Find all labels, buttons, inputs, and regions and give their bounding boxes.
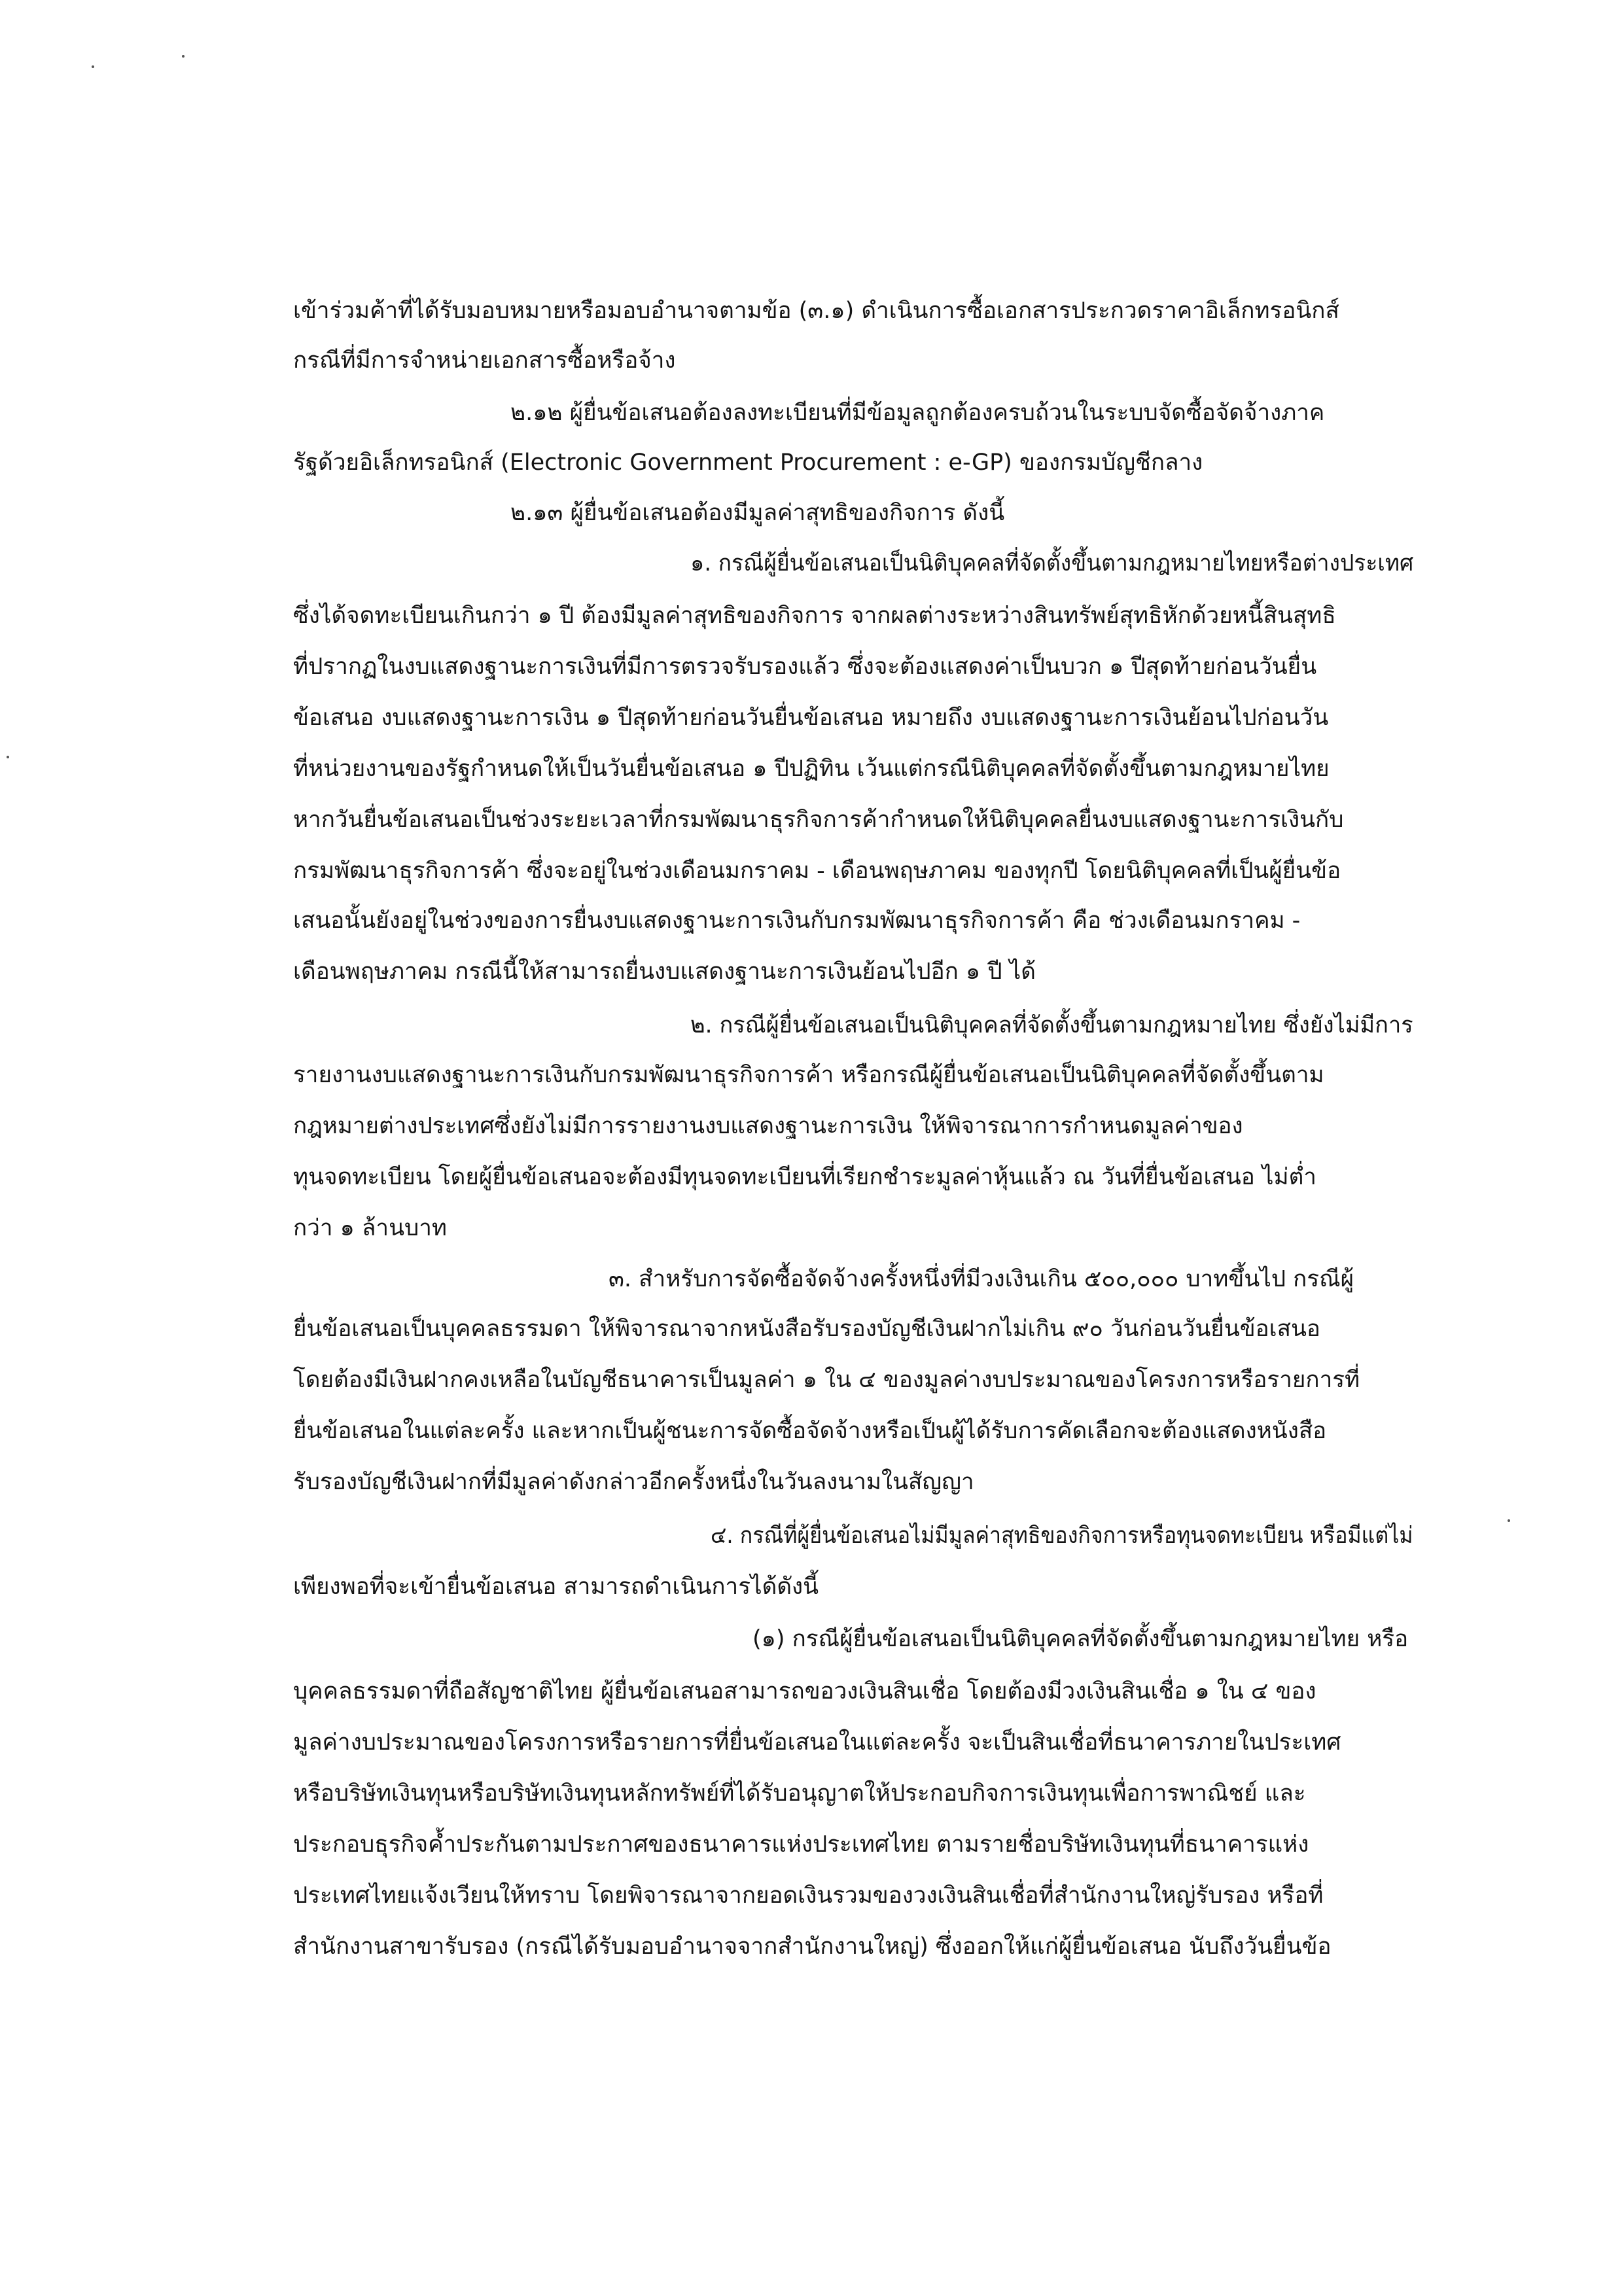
- text-line: ยื่นข้อเสนอเป็นบุคคลธรรมดา ให้พิจารณาจากหนังสือรับรองบัญชีเงินฝากไม่เกิน ๙๐ วันก่อนวันยื่นข้อเสนอ: [293, 1316, 1320, 1342]
- text-line: ทุนจดทะเบียน โดยผู้ยื่นข้อเสนอจะต้องมีทุนจดทะเบียนที่เรียกชำระมูลค่าหุ้นแล้ว ณ วันที่ยื่นข้อเสนอ ไม่ต่ำ: [293, 1164, 1316, 1190]
- text-line: โดยต้องมีเงินฝากคงเหลือในบัญชีธนาคารเป็นมูลค่า ๑ ใน ๔ ของมูลค่างบประมาณของโครงการหรือรายการที่: [293, 1367, 1360, 1393]
- scan-speck: [182, 55, 185, 58]
- section-2-12: ๒.๑๒ ผู้ยื่นข้อเสนอต้องลงทะเบียนที่มีข้อมูลถูกต้องครบถ้วนในระบบจัดซื้อจัดจ้างภาค: [510, 400, 1325, 426]
- text-line: เพียงพอที่จะเข้ายื่นข้อเสนอ สามารถดำเนินการได้ดังนี้: [293, 1574, 819, 1600]
- text-line: ประเทศไทยแจ้งเวียนให้ทราบ โดยพิจารณาจากยอดเงินรวมของวงเงินสินเชื่อที่สำนักงานใหญ่รับรอง หรือที่: [293, 1882, 1324, 1909]
- item-2: ๒. กรณีผู้ยื่นข้อเสนอเป็นนิติบุคคลที่จัดตั้งขึ้นตามกฎหมายไทย ซึ่งยังไม่มีการ: [690, 1012, 1413, 1038]
- text-line: หรือบริษัทเงินทุนหรือบริษัทเงินทุนหลักทรัพย์ที่ได้รับอนุญาตให้ประกอบกิจการเงินทุนเพื่อการพาณิชย์ และ: [293, 1780, 1306, 1807]
- text-line: ซึ่งได้จดทะเบียนเกินกว่า ๑ ปี ต้องมีมูลค่าสุทธิของกิจการ จากผลต่างระหว่างสินทรัพย์สุทธิหักด้วยหนี้สินสุทธิ: [293, 603, 1336, 629]
- text-line: กรณีที่มีการจำหน่ายเอกสารซื้อหรือจ้าง: [293, 347, 676, 374]
- scan-speck: [1508, 1519, 1510, 1522]
- text-line: มูลค่างบประมาณของโครงการหรือรายการที่ยื่นข้อเสนอในแต่ละครั้ง จะเป็นสินเชื่อที่ธนาคารภายในประเทศ: [293, 1729, 1341, 1756]
- scan-speck: [92, 65, 94, 68]
- text-line: กฎหมายต่างประเทศซึ่งยังไม่มีการรายงานงบแสดงฐานะการเงิน ให้พิจารณาการกำหนดมูลค่าของ: [293, 1113, 1243, 1139]
- text-line: รับรองบัญชีเงินฝากที่มีมูลค่าดังกล่าวอีกครั้งหนึ่งในวันลงนามในสัญญา: [293, 1469, 974, 1495]
- sub-item-4-1: (๑) กรณีผู้ยื่นข้อเสนอเป็นนิติบุคคลที่จัดตั้งขึ้นตามกฎหมายไทย หรือ: [752, 1626, 1409, 1652]
- text-line: เสนอนั้นยังอยู่ในช่วงของการยื่นงบแสดงฐานะการเงินกับกรมพัฒนาธุรกิจการค้า คือ ช่วงเดือนมกราคม -: [293, 908, 1301, 934]
- text-line: เดือนพฤษภาคม กรณีนี้ให้สามารถยื่นงบแสดงฐานะการเงินย้อนไปอีก ๑ ปี ได้: [293, 959, 1036, 985]
- item-4: ๔. กรณีที่ผู้ยื่นข้อเสนอไม่มีมูลค่าสุทธิของกิจการหรือทุนจดทะเบียน หรือมีแต่ไม่: [711, 1523, 1413, 1549]
- text-line: ที่ปรากฏในงบแสดงฐานะการเงินที่มีการตรวจรับรองแล้ว ซึ่งจะต้องแสดงค่าเป็นบวก ๑ ปีสุดท้ายก่อนวันยื่น: [293, 654, 1317, 680]
- text-line: บุคคลธรรมดาที่ถือสัญชาติไทย ผู้ยื่นข้อเสนอสามารถขอวงเงินสินเชื่อ โดยต้องมีวงเงินสินเชื่อ ๑ ใน ๔ ของ: [293, 1678, 1316, 1704]
- text-line: สำนักงานสาขารับรอง (กรณีได้รับมอบอำนาจจากสำนักงานใหญ่) ซึ่งออกให้แก่ผู้ยื่นข้อเสนอ นับถึงวันยื่นข้อ: [293, 1934, 1332, 1960]
- item-1: ๑. กรณีผู้ยื่นข้อเสนอเป็นนิติบุคคลที่จัดตั้งขึ้นตามกฎหมายไทยหรือต่างประเทศ: [690, 550, 1414, 576]
- text-line: รัฐด้วยอิเล็กทรอนิกส์ (Electronic Government Procurement : e-GP) ของกรมบัญชีกลาง: [293, 450, 1203, 476]
- section-2-13: ๒.๑๓ ผู้ยื่นข้อเสนอต้องมีมูลค่าสุทธิของกิจการ ดังนี้: [510, 500, 1005, 526]
- text-line: กว่า ๑ ล้านบาท: [293, 1215, 447, 1241]
- text-line: หากวันยื่นข้อเสนอเป็นช่วงระยะเวลาที่กรมพัฒนาธุรกิจการค้ากำหนดให้นิติบุคคลยื่นงบแสดงฐานะการเงินกับ: [293, 807, 1344, 833]
- text-line: เข้าร่วมค้าที่ได้รับมอบหมายหรือมอบอำนาจตามข้อ (๓.๑) ดำเนินการซื้อเอกสารประกวดราคาอิเล็กทรอนิกส์: [293, 298, 1339, 324]
- text-line: กรมพัฒนาธุรกิจการค้า ซึ่งจะอยู่ในช่วงเดือนมกราคม - เดือนพฤษภาคม ของทุกปี โดยนิติบุคคลที่เป็นผู้ยื่นข้อ: [293, 858, 1341, 884]
- scan-speck: [7, 756, 9, 758]
- text-line: ที่หน่วยงานของรัฐกำหนดให้เป็นวันยื่นข้อเสนอ ๑ ปีปฏิทิน เว้นแต่กรณีนิติบุคคลที่จัดตั้งขึ้นตามกฎหมายไทย: [293, 756, 1330, 782]
- text-line: ยื่นข้อเสนอในแต่ละครั้ง และหากเป็นผู้ชนะการจัดซื้อจัดจ้างหรือเป็นผู้ได้รับการคัดเลือกจะต้องแสดงหนังสือ: [293, 1418, 1327, 1444]
- text-line: ข้อเสนอ งบแสดงฐานะการเงิน ๑ ปีสุดท้ายก่อนวันยื่นข้อเสนอ หมายถึง งบแสดงฐานะการเงินย้อนไปก่อนวัน: [293, 705, 1329, 731]
- text-line: ประกอบธุรกิจค้ำประกันตามประกาศของธนาคารแห่งประเทศไทย ตามรายชื่อบริษัทเงินทุนที่ธนาคารแห่ง: [293, 1831, 1309, 1858]
- item-3: ๓. สำหรับการจัดซื้อจัดจ้างครั้งหนึ่งที่มีวงเงินเกิน ๕๐๐,๐๐๐ บาทขึ้นไป กรณีผู้: [609, 1266, 1354, 1292]
- text-line: รายงานงบแสดงฐานะการเงินกับกรมพัฒนาธุรกิจการค้า หรือกรณีผู้ยื่นข้อเสนอเป็นนิติบุคคลที่จัดตั้งขึ้นตาม: [293, 1062, 1324, 1088]
